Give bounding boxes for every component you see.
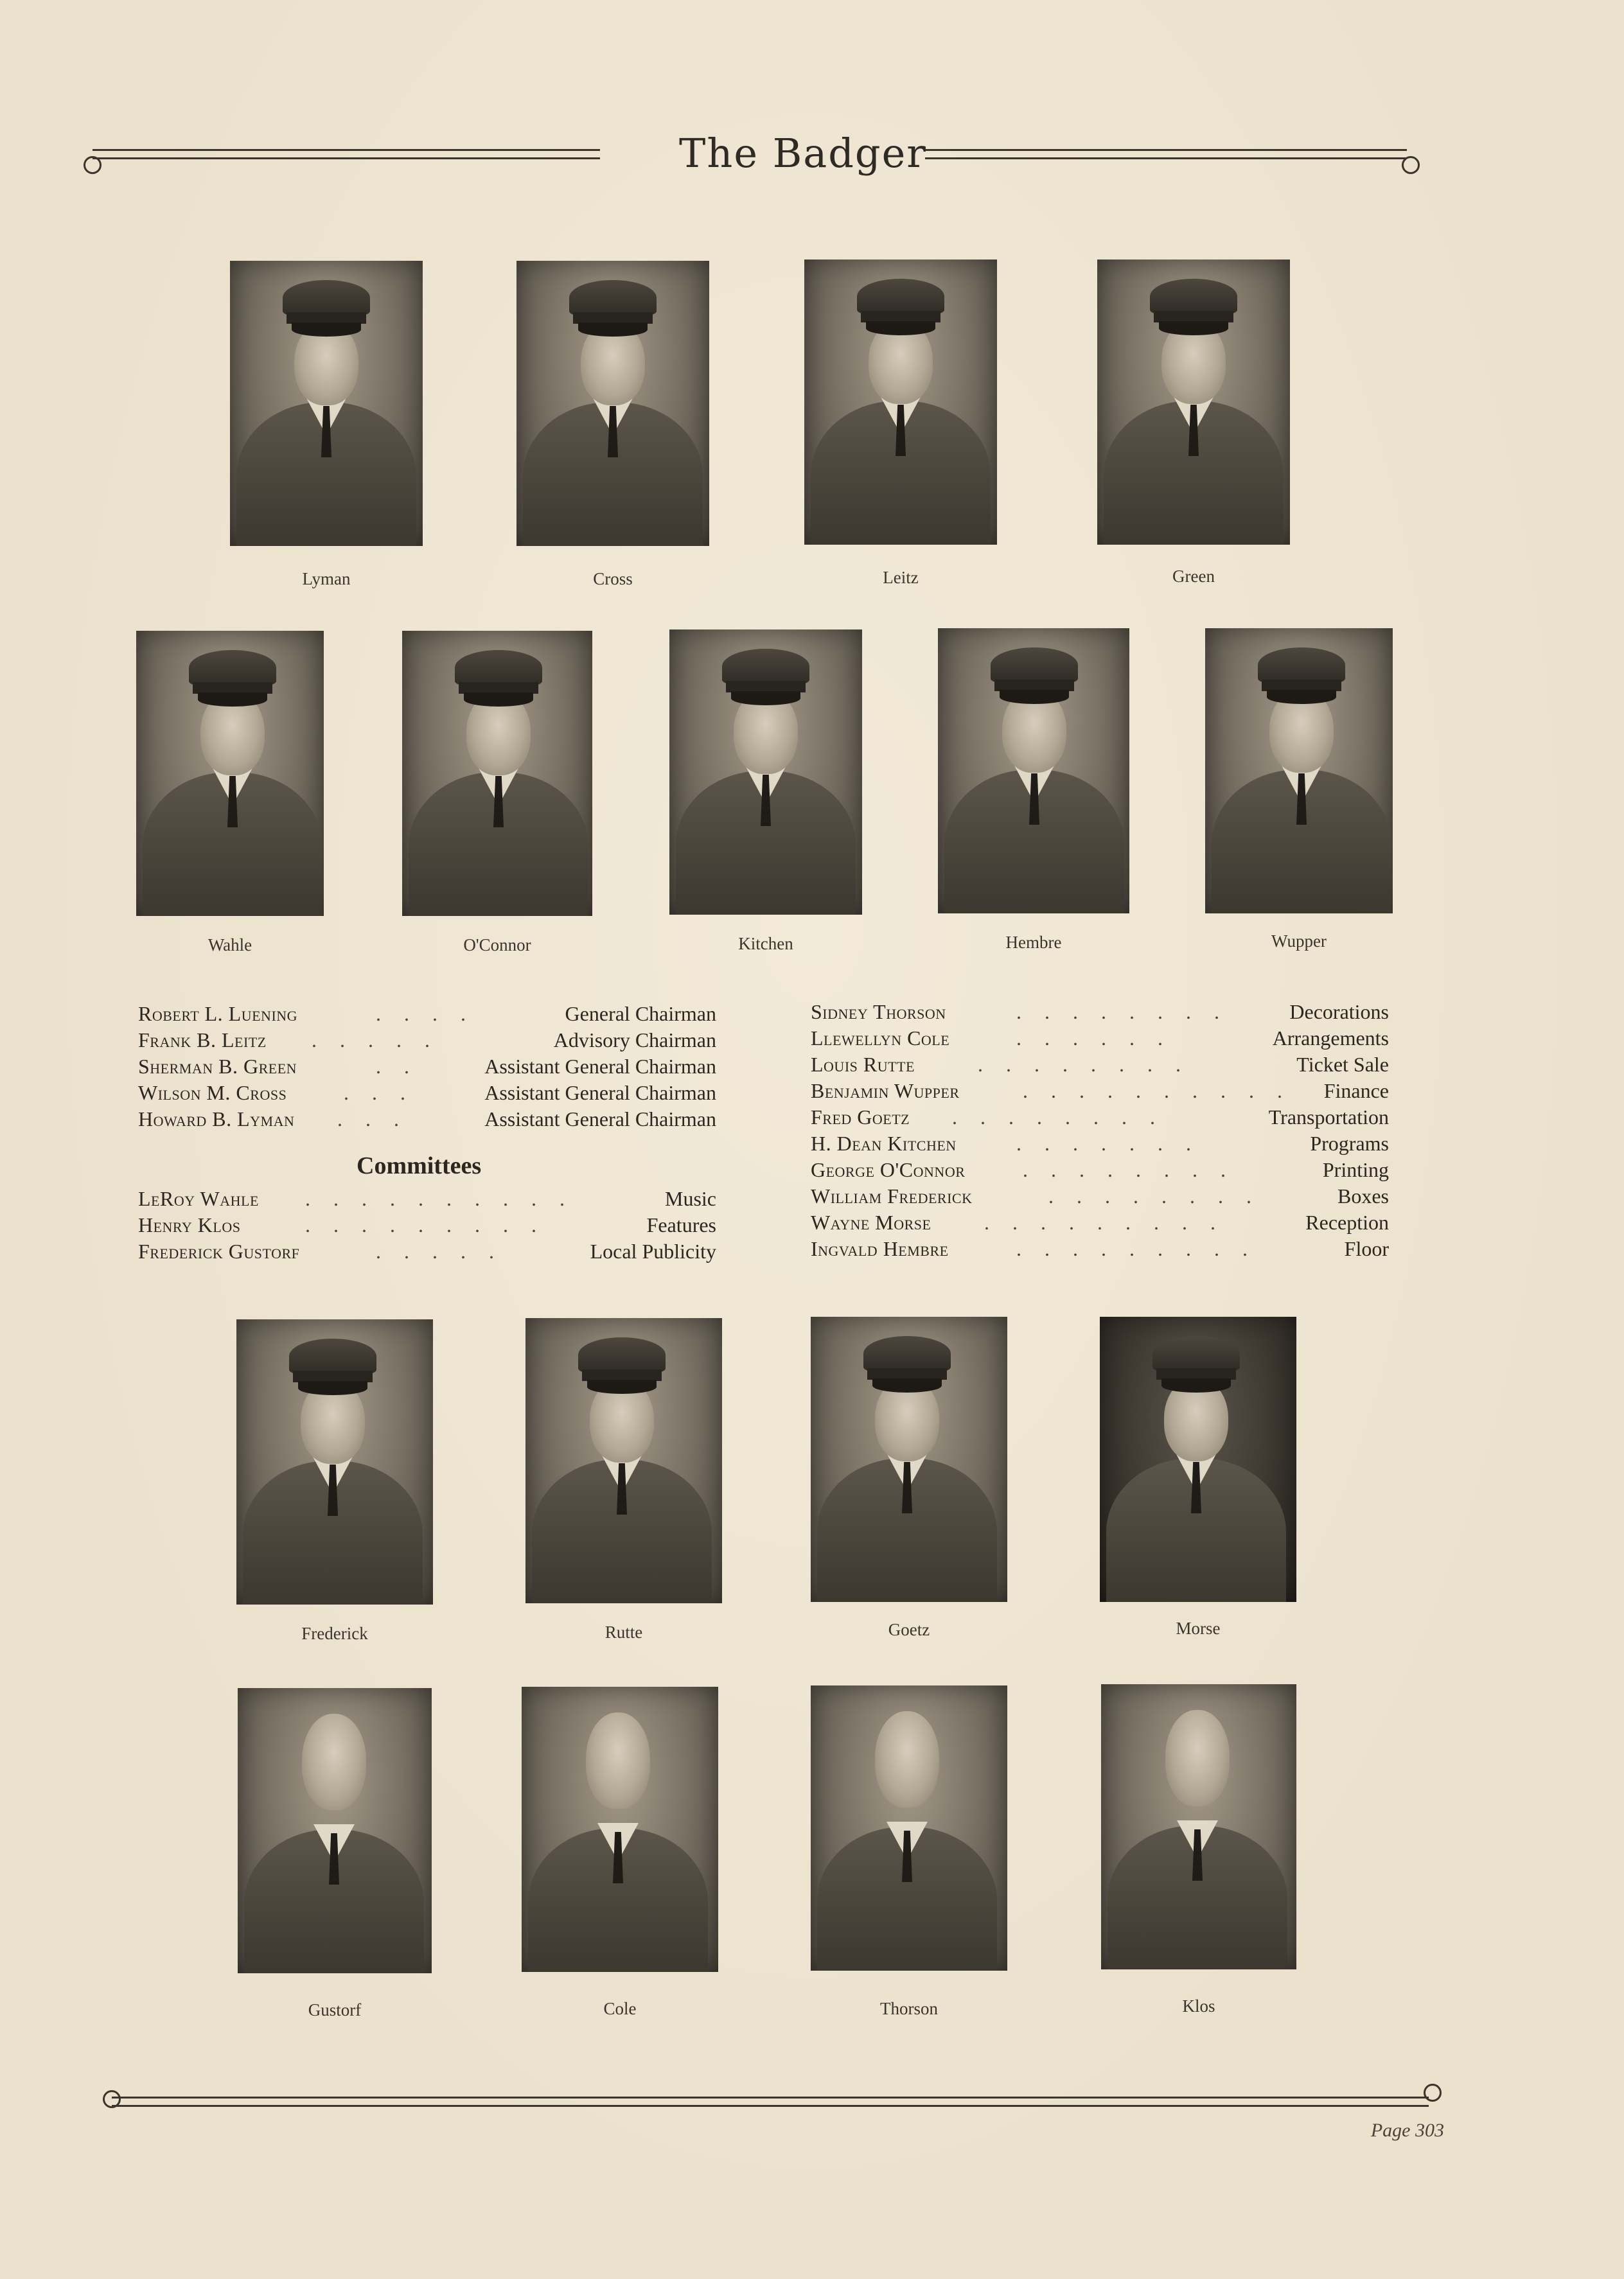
portrait-rutte xyxy=(525,1318,722,1603)
footer-right-scroll-ornament xyxy=(1424,2084,1442,2102)
list-item: Sherman B. Green . . Assistant General Chairman xyxy=(138,1055,716,1078)
portrait-frederick xyxy=(236,1319,433,1605)
page-title: The Badger xyxy=(679,130,927,177)
caption-rutte: Rutte xyxy=(605,1623,643,1642)
list-item: Wilson M. Cross . . . Assistant General Chairman xyxy=(138,1081,716,1104)
portrait-cross xyxy=(516,261,709,546)
header-rule-left xyxy=(93,149,600,159)
portrait-oconnor xyxy=(402,631,592,916)
chairmen-list xyxy=(138,1001,716,1132)
list-item: Sidney Thorson . . . . . . . . Decorations xyxy=(811,1000,1389,1023)
portrait-thorson xyxy=(811,1685,1007,1971)
caption-kitchen: Kitchen xyxy=(738,934,793,953)
list-item: Wayne Morse . . . . . . . . . Reception xyxy=(811,1211,1389,1234)
portrait-leitz xyxy=(804,260,997,545)
list-item: Howard B. Lyman . . . Assistant General Chairman xyxy=(138,1107,716,1131)
caption-morse: Morse xyxy=(1176,1619,1221,1638)
list-item: William Frederick . . . . . . . . Boxes xyxy=(811,1184,1389,1208)
caption-hembre: Hembre xyxy=(1005,933,1062,952)
list-item: Benjamin Wupper . . . . . . . . . . Finance xyxy=(811,1079,1389,1102)
list-item: Frederick Gustorf . . . . . Local Publicity xyxy=(138,1240,716,1263)
caption-lyman: Lyman xyxy=(302,569,351,588)
caption-goetz: Goetz xyxy=(888,1620,930,1639)
caption-thorson: Thorson xyxy=(880,1999,938,2018)
list-item: H. Dean Kitchen . . . . . . . Programs xyxy=(811,1132,1389,1155)
caption-oconnor: O'Connor xyxy=(463,935,531,955)
footer-rule xyxy=(112,2097,1429,2107)
page-header xyxy=(84,128,1426,180)
right-scroll-ornament xyxy=(1402,156,1420,174)
list-item: George O'Connor . . . . . . . . Printing xyxy=(811,1158,1389,1181)
caption-cole: Cole xyxy=(603,1999,637,2018)
list-item: Frank B. Leitz . . . . . Advisory Chairman xyxy=(138,1028,716,1052)
list-item: LeRoy Wahle . . . . . . . . . . Music xyxy=(138,1187,716,1210)
caption-wupper: Wupper xyxy=(1271,931,1327,951)
page-footer xyxy=(103,2086,1445,2112)
list-item: Robert L. Luening . . . . General Chairman xyxy=(138,1002,716,1025)
portrait-gustorf xyxy=(238,1688,432,1973)
list-item: Louis Rutte . . . . . . . . Ticket Sale xyxy=(811,1053,1389,1076)
portrait-klos xyxy=(1101,1684,1296,1969)
portrait-green xyxy=(1097,260,1290,545)
caption-green: Green xyxy=(1172,567,1215,586)
portrait-kitchen xyxy=(669,629,862,915)
caption-leitz: Leitz xyxy=(883,568,919,587)
portrait-lyman xyxy=(230,261,423,546)
committees-heading: Committees xyxy=(357,1152,482,1179)
portrait-morse xyxy=(1100,1317,1296,1602)
caption-frederick: Frederick xyxy=(301,1624,368,1643)
portrait-wahle xyxy=(136,631,324,916)
portrait-wupper xyxy=(1205,628,1393,913)
header-rule-right xyxy=(925,149,1407,159)
committees-left-list xyxy=(138,1186,716,1265)
portrait-hembre xyxy=(938,628,1129,913)
caption-wahle: Wahle xyxy=(207,935,252,955)
caption-gustorf: Gustorf xyxy=(308,2000,362,2019)
list-item: Ingvald Hembre . . . . . . . . . Floor xyxy=(811,1237,1389,1260)
list-item: Henry Klos . . . . . . . . . Features xyxy=(138,1213,716,1236)
page-number: Page 303 xyxy=(1370,2120,1444,2141)
list-item: Llewellyn Cole . . . . . . Arrangements xyxy=(811,1026,1389,1050)
committees-right-list xyxy=(811,999,1389,1262)
portrait-goetz xyxy=(811,1317,1007,1602)
list-item: Fred Goetz . . . . . . . . Transportation xyxy=(811,1105,1389,1129)
caption-cross: Cross xyxy=(593,569,633,588)
portrait-cole xyxy=(522,1687,718,1972)
caption-klos: Klos xyxy=(1182,1996,1215,2016)
